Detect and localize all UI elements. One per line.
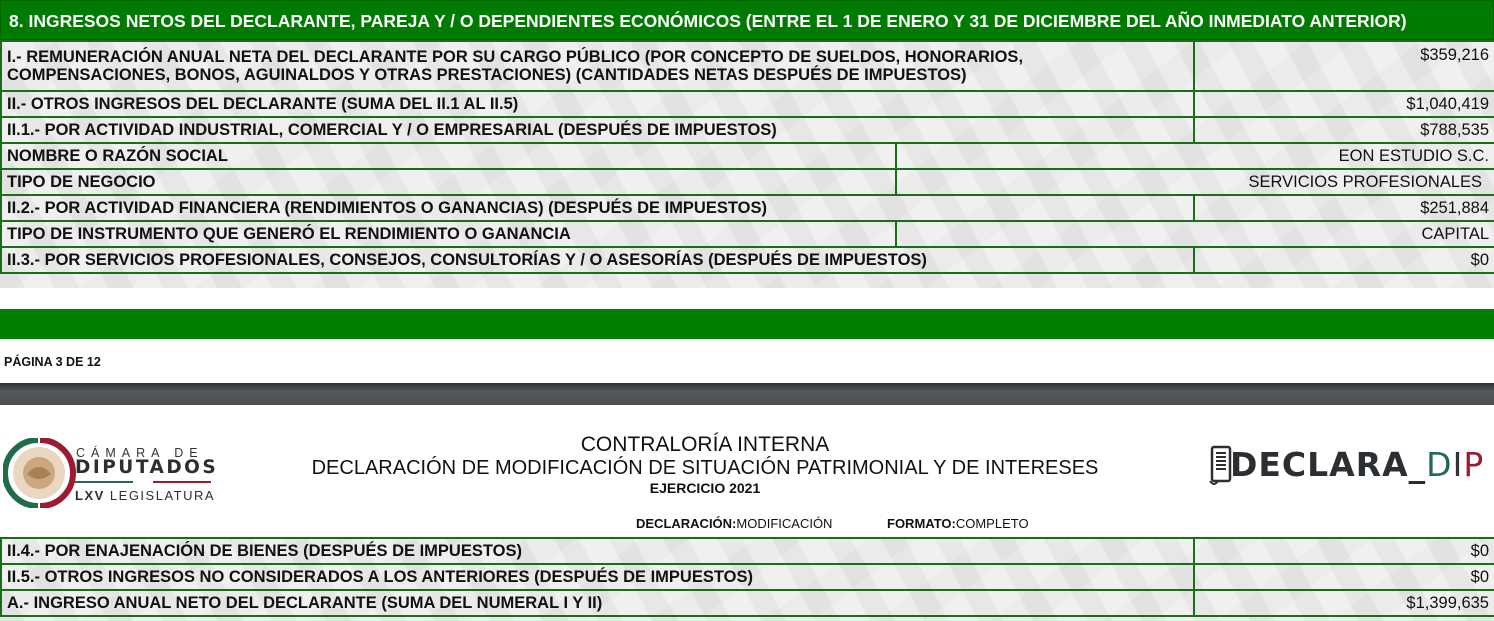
row-value: $359,216 <box>1194 41 1494 91</box>
logo-i: I <box>1452 445 1464 484</box>
row-label: I.- REMUNERACIÓN ANUAL NETA DEL DECLARANTE POR SU CARGO PÚBLICO (POR CONCEPTO DE SUELDOS, HONORARIOS, COMPENSACIONES, BONOS, AGUINALDOS Y OTRAS PRESTACIONES) (CANTIDADES NETAS DESPUÉS DE IMPUESTOS) <box>1 41 1194 91</box>
row-label: II.3.- POR SERVICIOS PROFESIONALES, CONSEJOS, CONSULTORÍAS Y / O ASESORÍAS (DESPUÉS DE IMPUESTOS) <box>1 247 1194 273</box>
row-value: $0 <box>1194 538 1494 564</box>
table-row <box>1 221 1494 247</box>
row-value: $251,884 <box>1194 195 1494 221</box>
page-footer-bar <box>0 309 1494 339</box>
logo-main: DECLARA <box>1230 445 1409 484</box>
row-value: $1,399,635 <box>1194 590 1494 616</box>
row-label: II.- OTROS INGRESOS DEL DECLARANTE (SUMA DEL II.1 AL II.5) <box>1 91 1194 117</box>
table-row <box>1 91 1494 117</box>
header-subtitle: DECLARACIÓN DE MODIFICACIÓN DE SITUACIÓN PATRIMONIAL Y DE INTERESES <box>311 457 1099 479</box>
logo-p: P <box>1463 445 1485 484</box>
logo-line2: DIPUTADOS <box>75 457 219 478</box>
income-table-continued <box>0 537 1494 617</box>
row-value: $0 <box>1194 247 1494 273</box>
row-value: SERVICIOS PROFESIONALES <box>896 169 1494 195</box>
row-label: TIPO DE NEGOCIO <box>1 169 896 195</box>
declaration-type <box>636 516 832 531</box>
declaration-type-value: MODIFICACIÓN <box>736 516 833 531</box>
income-section <box>0 0 1494 288</box>
row-label: TIPO DE INSTRUMENTO QUE GENERÓ EL RENDIMIENTO O GANANCIA <box>1 221 896 247</box>
row-label: A.- INGRESO ANUAL NETO DEL DECLARANTE (SUMA DEL NUMERAL I Y II) <box>1 590 1194 616</box>
row-label: II.1.- POR ACTIVIDAD INDUSTRIAL, COMERCIAL Y / O EMPRESARIAL (DESPUÉS DE IMPUESTOS) <box>1 117 1194 143</box>
table-row <box>1 590 1494 616</box>
income-table <box>0 40 1494 274</box>
table-row <box>1 41 1494 91</box>
logo-underscore: _ <box>1408 445 1427 484</box>
logo-d: D <box>1426 445 1453 484</box>
logo-line3 <box>75 488 215 503</box>
page-number: PÁGINA 3 DE 12 <box>4 355 101 369</box>
header-title: CONTRALORÍA INTERNA <box>580 433 830 456</box>
logo-legislatura-number: LXV <box>75 488 105 503</box>
table-row <box>1 247 1494 273</box>
row-value: $1,040,419 <box>1194 91 1494 117</box>
format-type <box>887 516 1029 531</box>
row-value: EON ESTUDIO S.C. <box>896 143 1494 169</box>
table-row <box>1 564 1494 590</box>
row-value: $0 <box>1194 564 1494 590</box>
income-section-continued <box>0 537 1494 621</box>
table-row <box>1 195 1494 221</box>
declaration-type-label: DECLARACIÓN: <box>636 516 737 531</box>
logo-line1: CÁMARA DE <box>76 446 204 460</box>
row-label: NOMBRE O RAZÓN SOCIAL <box>1 143 896 169</box>
row-label: II.5.- OTROS INGRESOS NO CONSIDERADOS A LOS ANTERIORES (DESPUÉS DE IMPUESTOS) <box>1 564 1194 590</box>
row-label: II.4.- POR ENAJENACIÓN DE BIENES (DESPUÉS DE IMPUESTOS) <box>1 538 1194 564</box>
format-type-label: FORMATO: <box>887 516 956 531</box>
page-separator <box>0 383 1494 405</box>
document-header <box>300 433 1110 497</box>
logo-wordmark <box>1230 445 1484 484</box>
header-exercise: EJERCICIO 2021 <box>649 480 761 496</box>
table-row <box>1 169 1494 195</box>
row-label: II.2.- POR ACTIVIDAD FINANCIERA (RENDIMIENTOS O GANANCIAS) (DESPUÉS DE IMPUESTOS) <box>1 195 1194 221</box>
row-value: $788,535 <box>1194 117 1494 143</box>
declara-dip-logo <box>1208 443 1494 493</box>
section-title: 8. INGRESOS NETOS DEL DECLARANTE, PAREJA Y / O DEPENDIENTES ECONÓMICOS (ENTRE EL 1 DE ENERO Y 31 DE DICIEMBRE DEL AÑO INMEDIATO ANTERIOR) <box>0 0 1494 40</box>
camara-diputados-logo <box>3 438 218 508</box>
table-row <box>1 538 1494 564</box>
format-type-value: COMPLETO <box>955 516 1029 531</box>
row-value: CAPITAL <box>896 221 1494 247</box>
table-row <box>1 117 1494 143</box>
logo-legislatura-label: LEGISLATURA <box>109 488 216 503</box>
table-row <box>1 143 1494 169</box>
